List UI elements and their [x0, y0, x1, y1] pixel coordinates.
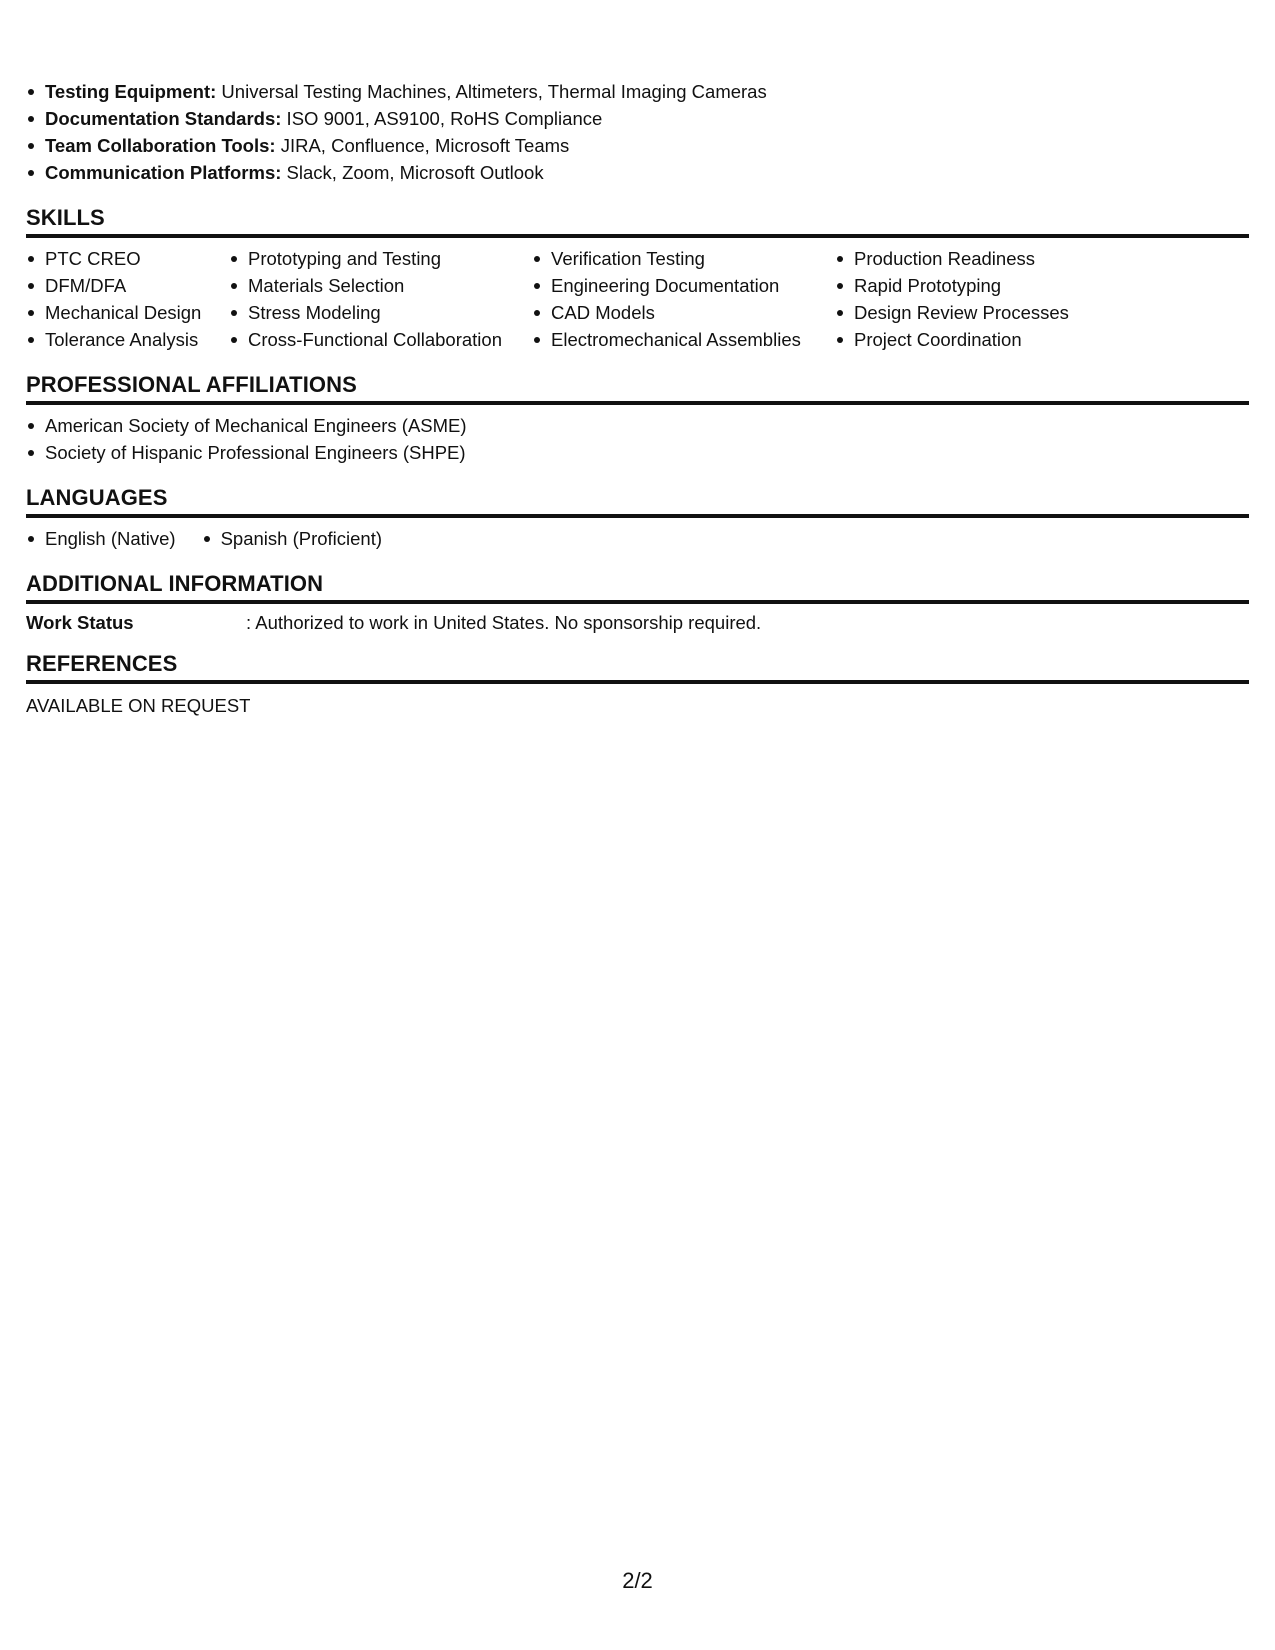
- skill-item: CAD Models: [532, 299, 835, 326]
- references-text: AVAILABLE ON REQUEST: [26, 695, 251, 716]
- section-heading-affiliations: PROFESSIONAL AFFILIATIONS: [26, 372, 1249, 405]
- skill-item: Mechanical Design: [26, 299, 229, 326]
- skill-item: Rapid Prototyping: [835, 272, 1135, 299]
- page-number: 2/2: [622, 1568, 653, 1593]
- tool-category-label: Team Collaboration Tools:: [45, 135, 276, 156]
- section-heading-references: REFERENCES: [26, 651, 1249, 684]
- tool-category-label: Communication Platforms:: [45, 162, 282, 183]
- skill-item: Cross-Functional Collaboration: [229, 326, 532, 353]
- section-heading-skills: SKILLS: [26, 205, 1249, 238]
- skill-item: Verification Testing: [532, 245, 835, 272]
- skill-item: DFM/DFA: [26, 272, 229, 299]
- tool-category-value: ISO 9001, AS9100, RoHS Compliance: [281, 108, 603, 129]
- skill-item: Design Review Processes: [835, 299, 1135, 326]
- language-item: English (Native): [26, 525, 176, 552]
- skill-item: Stress Modeling: [229, 299, 532, 326]
- tool-category-value: Slack, Zoom, Microsoft Outlook: [281, 162, 544, 183]
- skill-item: Production Readiness: [835, 245, 1135, 272]
- resume-page: [26, 78, 1249, 719]
- work-status-value: : Authorized to work in United States. No sponsorship required.: [246, 612, 762, 633]
- tool-category-value: JIRA, Confluence, Microsoft Teams: [275, 135, 570, 156]
- list-item: [26, 78, 1249, 105]
- references-section: [26, 651, 1249, 719]
- skill-item: Electromechanical Assemblies: [532, 326, 835, 353]
- skills-column: [835, 245, 1135, 353]
- language-item: Spanish (Proficient): [202, 525, 382, 552]
- tool-category-label: Testing Equipment:: [45, 81, 217, 102]
- skill-item: Materials Selection: [229, 272, 532, 299]
- tools-list: [26, 78, 1249, 186]
- list-item: [26, 132, 1249, 159]
- languages-section: [26, 485, 1249, 552]
- languages-list: [26, 525, 1249, 552]
- work-status-label: Work Status: [26, 612, 134, 633]
- affiliations-section: [26, 372, 1249, 466]
- affiliation-item: Society of Hispanic Professional Engineers (SHPE): [26, 439, 1249, 466]
- affiliations-list: [26, 412, 1249, 466]
- skills-column: [532, 245, 835, 353]
- skills-grid: [26, 245, 1249, 353]
- affiliation-item: American Society of Mechanical Engineers (ASME): [26, 412, 1249, 439]
- skill-item: Engineering Documentation: [532, 272, 835, 299]
- tool-category-label: Documentation Standards:: [45, 108, 282, 129]
- skill-item: Tolerance Analysis: [26, 326, 229, 353]
- skills-section: [26, 205, 1249, 353]
- skills-column: [26, 245, 229, 353]
- section-heading-additional-info: ADDITIONAL INFORMATION: [26, 571, 1249, 604]
- list-item: [26, 105, 1249, 132]
- list-item: [26, 159, 1249, 186]
- additional-info-section: [26, 571, 1249, 636]
- section-heading-languages: LANGUAGES: [26, 485, 1249, 518]
- skill-item: Prototyping and Testing: [229, 245, 532, 272]
- skill-item: Project Coordination: [835, 326, 1135, 353]
- skills-column: [229, 245, 532, 353]
- tool-category-value: Universal Testing Machines, Altimeters, Thermal Imaging Cameras: [216, 81, 767, 102]
- skill-item: PTC CREO: [26, 245, 229, 272]
- work-status-row: [26, 609, 1249, 636]
